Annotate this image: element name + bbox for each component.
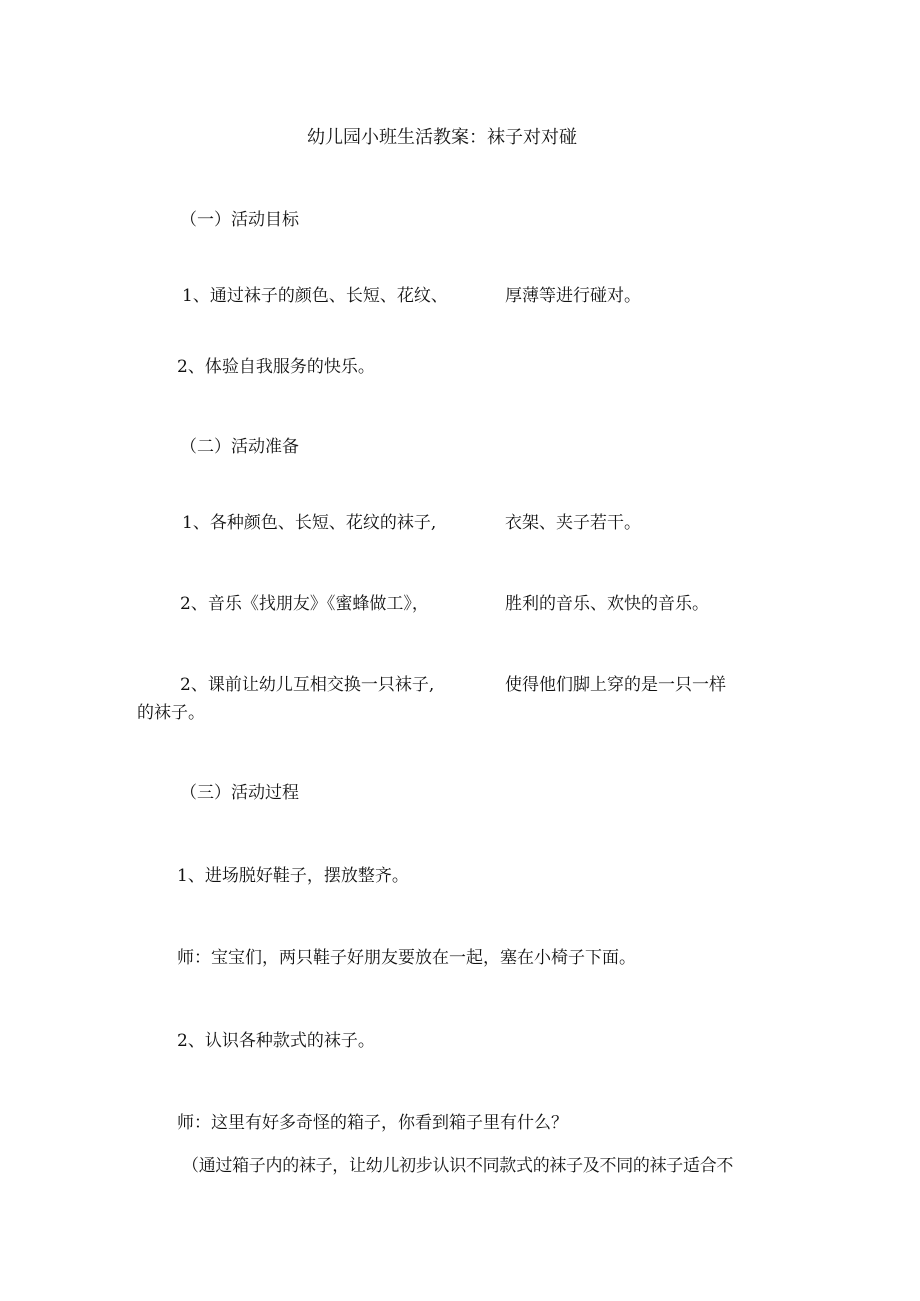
process-step-2: 2、认识各种款式的袜子。 — [177, 1031, 375, 1051]
teacher-line-1: 师：宝宝们，两只鞋子好朋友要放在一起，塞在小椅子下面。 — [177, 948, 636, 968]
goal-item-1-part-b: 厚薄等进行碰对。 — [505, 286, 641, 306]
prep-item-2-part-b: 胜利的音乐、欢快的音乐。 — [505, 594, 709, 614]
prep-item-1-part-b: 衣架、夹子若干。 — [505, 513, 641, 533]
document-title: 幼儿园小班生活教案：袜子对对碰 — [307, 127, 577, 148]
process-step-1: 1、进场脱好鞋子，摆放整齐。 — [177, 866, 409, 886]
process-note: （通过箱子内的袜子，让幼儿初步认识不同款式的袜子及不同的袜子适合不 — [182, 1156, 734, 1176]
section-heading-goals: （一）活动目标 — [180, 210, 299, 230]
prep-item-3-part-a: 2、课前让幼儿互相交换一只袜子, — [180, 675, 435, 695]
prep-item-3-part-b: 使得他们脚上穿的是一只一样 — [505, 675, 726, 695]
section-heading-preparation: （二）活动准备 — [180, 437, 299, 457]
teacher-line-2: 师：这里有好多奇怪的箱子，你看到箱子里有什么？ — [177, 1113, 568, 1133]
goal-item-2: 2、体验自我服务的快乐。 — [177, 357, 375, 377]
goal-item-1-part-a: 1、通过袜子的颜色、长短、花纹、 — [182, 286, 448, 306]
prep-item-1-part-a: 1、各种颜色、长短、花纹的袜子, — [182, 513, 437, 533]
section-heading-process: （三）活动过程 — [180, 783, 299, 803]
prep-item-3-continuation: 的袜子。 — [137, 703, 205, 723]
prep-item-2-part-a: 2、音乐《找朋友》《蜜蜂做工》， — [180, 594, 429, 614]
